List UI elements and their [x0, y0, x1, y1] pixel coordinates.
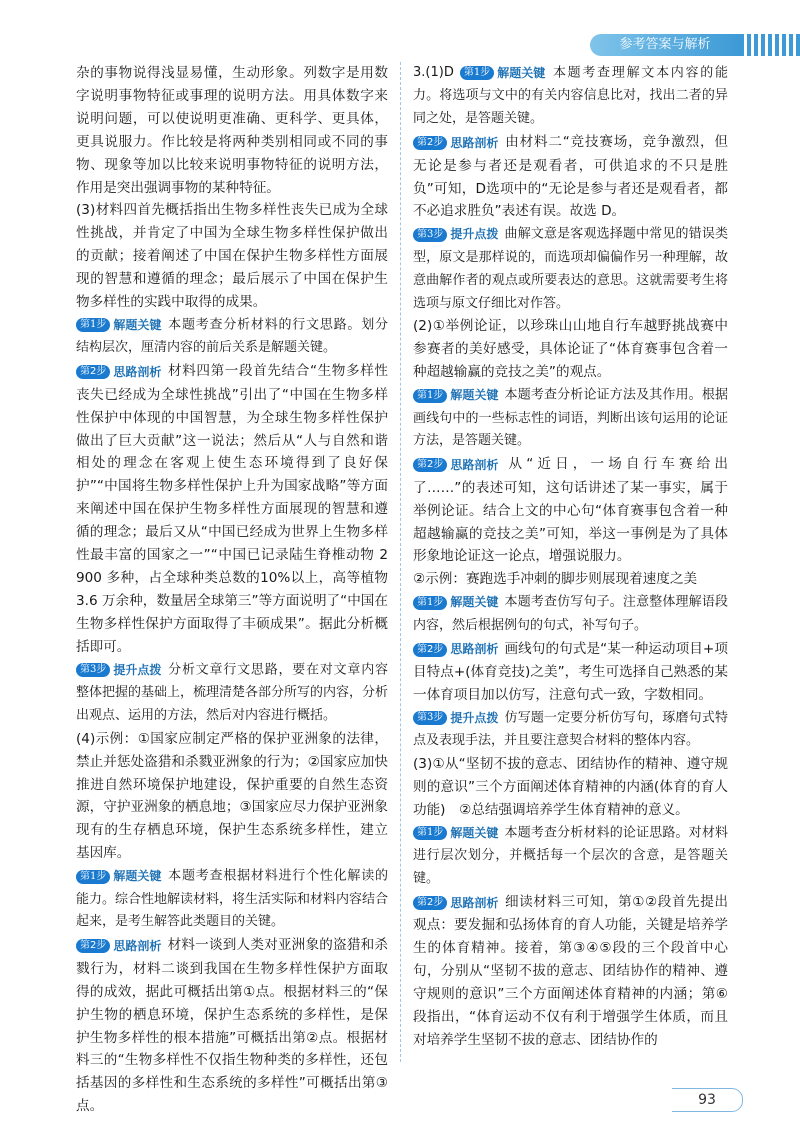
left-column: [76, 62, 388, 1118]
tip: 第3步 提升点拨 仿写题一定要分析仿写句，琢磨句式特点及表现手法，并且要注意契合材料的整体内容。: [413, 707, 728, 753]
step-badge: 第3步 提升点拨: [76, 659, 161, 682]
analysis: 第2步 思路剖析 材料四第一段首先结合“生物多样性丧失已经成为全球性挑战”引出了“中国在生物多样性保护中体现的中国智慧，为全球生物多样性保护做出了巨大贡献”这一说法；然后从“人与自然和谐相处的理念在客观上使生态环境得到了良好保护”“中国将生物多样性保护上升为国家战略”等方面来阐述中国在保护生物多样性方面展现的智慧和遵循的理念；最后又从“中国已经成为世界上生物多样性最丰富的国家之一”“中国已记录陆生脊椎动物 2 900 多种，占全球种类总数的10%以上，高等植物 3.6 万余种，数量居全球第三”等方面说明了“中国在生物多样性保护方面取得了丰硕成果”。据此分析概括即可。: [76, 360, 388, 658]
step-badge: 第1步 解题关键: [413, 591, 498, 614]
step-badge: 第2步 思路剖析: [413, 454, 498, 477]
step-badge: 第2步 思路剖析: [76, 361, 161, 384]
step-badge: 第1步 解题关键: [413, 384, 498, 407]
key-point: 第1步 解题关键 本题考查分析论证方法及其作用。根据画线句中的一些标志性的词语，判断出该句运用的论证方法，是答题关键。: [413, 384, 728, 453]
paragraph: (2)①举例论证，以珍珠山山地自行车越野挑战赛中参赛者的美好感受，具体论证了“体育赛事包含着一种超越输赢的竞技之美”的观点。: [413, 318, 728, 381]
page-number: 93: [672, 1088, 743, 1112]
step-badge: 第1步 解题关键: [413, 822, 498, 845]
tip: 第3步 提升点拨 分析文章行文思路，要在对文章内容整体把握的基础上，梳理清楚各部分所写的内容，分析出观点、运用的方法，然后对内容进行概括。: [76, 659, 388, 728]
analysis: 第2步 思路剖析 画线句的句式是“某一种运动项目+项目特点+(体育竞技)之美”，考生可选择自己熟悉的某一体育项目加以仿写，注意句式一致，字数相同。: [413, 638, 728, 707]
step-badge: 第2步 思路剖析: [413, 638, 498, 661]
tip: 第3步 提升点拨 曲解文意是客观选择题中常见的错误类型，原文是那样说的，而选项却偏偏作另一种理解，故意曲解作者的观点或所要表达的意思。这就需要考生将选项与原文仔细比对作答。: [413, 223, 728, 315]
step-badge: 第1步 解题关键: [76, 865, 161, 888]
header-decoration: [740, 34, 800, 56]
header-title: 参考答案与解析: [590, 34, 740, 56]
key-point: 第1步 解题关键 本题考查仿写句子。注意整体理解语段内容，然后根据例句的句式，补写句子。: [413, 591, 728, 637]
right-column: [413, 62, 728, 1052]
analysis: 第2步 思路剖析 材料一谈到人类对亚洲象的盗猎和杀戮行为，材料二谈到我国在生物多样性保护方面取得的成效，据此可概括出第①点。根据材料三的“保护生物的栖息环境，保护生态系统的多样性，是保护生物多样性的根本措施”可概括出第②点。根据材料三的“生物多样性不仅指生物种类的多样性，还包括基因的多样性和生态系统的多样性”可概括出第③点。: [76, 934, 388, 1118]
column-divider: [400, 62, 401, 1062]
key-point: 第1步 解题关键 本题考查根据材料进行个性化解读的能力。综合性地解读材料，将生活实际和材料内容结合起来，是考生解答此类题目的关键。: [76, 865, 388, 934]
paragraph: 杂的事物说得浅显易懂，生动形象。列数字是用数字说明事物特征或事理的说明方法。用具体数字来说明问题，可以使说明更准确、更科学、更具体，更具说服力。作比较是将两种类别相同或不同的事物、现象等加以比较来说明事物特征的说明方法，作用是突出强调事物的某种特征。: [76, 65, 388, 196]
step-badge: 第2步 思路剖析: [413, 892, 498, 915]
analysis: 第2步 思路剖析 从“近日，一场自行车赛给出了……”的表述可知，这句话讲述了某一事实，属于举例论证。结合上文的中心句“体育赛事包含着一种超越输赢的竞技之美”可知，举这一事例是为了具体形象地论证这一论点，增强说服力。: [413, 453, 728, 568]
analysis: 第2步 思路剖析 由材料二“竞技赛场，竞争激烈，但无论是参与者还是观看者，可供追求的不只是胜负”可知，D选项中的“无论是参与者还是观看者，都不必追求胜负”表述有误。故选 D。: [413, 131, 728, 223]
analysis: 第2步 思路剖析 细读材料三可知，第①②段首先提出观点：要发掘和弘扬体育的育人功能，关键是培养学生的体育精神。接着，第③④⑤段的三个段首中心句，分别从“坚韧不拔的意志、团结协作的精神、遵守规则的意识”三个方面阐述体育精神的内涵；第⑥段指出，“体育运动不仅有利于增强学生体质，而且对培养学生坚韧不拔的意志、团结协作的: [413, 891, 728, 1052]
key-point: 第1步 解题关键 本题考查分析材料的论证思路。对材料进行层次划分，并概括每一个层次的含意，是答题关键。: [413, 822, 728, 891]
question-answer: 3.(1)D 第1步 解题关键 本题考查理解文本内容的能力。将选项与文中的有关内容信息比对，找出二者的异同之处，是答题关键。: [413, 62, 728, 131]
key-point: 第1步 解题关键 本题考查分析材料的行文思路。划分结构层次，厘清内容的前后关系是解题关键。: [76, 314, 388, 360]
paragraph: ②示例：赛跑选手冲刺的脚步则展现着速度之美: [413, 571, 698, 588]
step-badge: 第3步 提升点拨: [413, 223, 498, 246]
paragraph: (3)①从“坚韧不拔的意志、团结协作的精神、遵守规则的意识”三个方面阐述体育精神的内涵(体育的育人功能) ②总结强调培养学生体育精神的意义。: [413, 756, 728, 818]
step-badge: 第1步 解题关键: [460, 62, 545, 85]
paragraph: (4)示例：①国家应制定严格的保护亚洲象的法律，禁止并惩处盗猎和杀戮亚洲象的行为；②国家应加快推进自然环境保护地建设，保护重要的自然生态资源，守护亚洲象的栖息地；③国家应尽力保护亚洲象现有的生存栖息环境，保护生态系统多样性，建立基因库。: [76, 730, 388, 862]
step-badge: 第2步 思路剖析: [76, 935, 161, 958]
step-badge: 第2步 思路剖析: [413, 132, 498, 155]
step-badge: 第3步 提升点拨: [413, 707, 498, 730]
step-badge: 第1步 解题关键: [76, 314, 161, 337]
paragraph: (3)材料四首先概括指出生物多样性丧失已成为全球性挑战，并肯定了中国为全球生物多样性保护做出的贡献；接着阐述了中国在保护生物多样性方面展现的智慧和遵循的理念；最后展示了中国在保护生物多样性的实践中取得的成果。: [76, 202, 388, 311]
